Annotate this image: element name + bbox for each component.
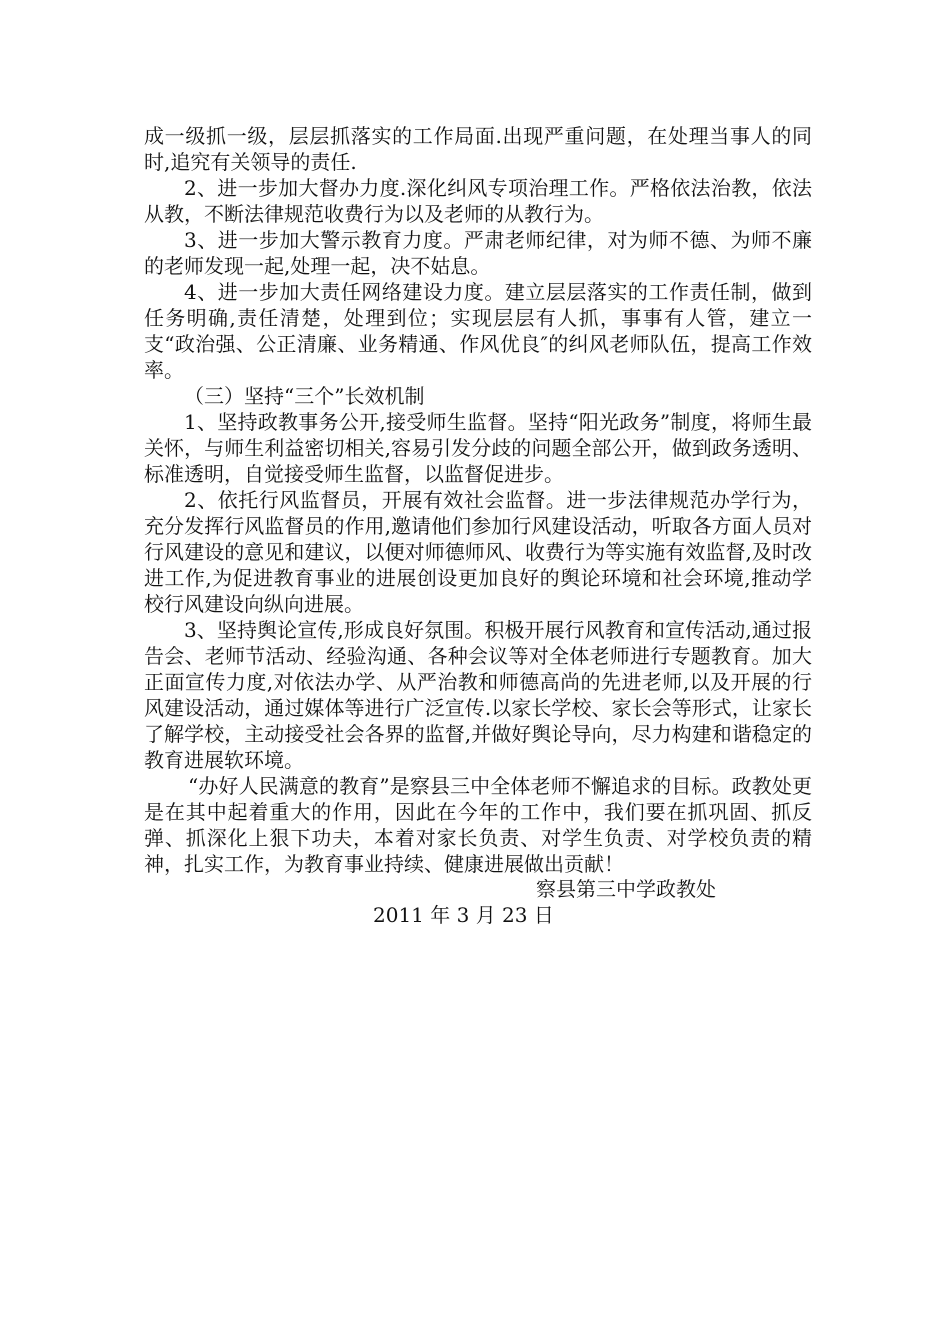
paragraph-conclusion: “办好人民满意的教育”是察县三中全体老师不懈追求的目标。政教处更是在其中起着重大的作用，因此在今年的工作中，我们要在抓巩固、抓反弹、抓深化上狠下功夫，本着对家长负责、对学生负责、对学校负责的精神，扎实工作，为教育事业持续、健康进展做出贡献！ <box>144 774 812 876</box>
paragraph-item-3-warning-education: 3、进一步加大警示教育力度。严肃老师纪律，对为师不德、为师不廉的老师发现一起,处理一起，决不姑息。 <box>144 228 812 278</box>
paragraph-continuation: 成一级抓一级，层层抓落实的工作局面.出现严重问题，在处理当事人的同时,追究有关领导的责任. <box>144 124 812 174</box>
paragraph-item-2-supervision: 2、进一步加大督办力度.深化纠风专项治理工作。严格依法治教，依法从教，不断法律规范收费行为以及老师的从教行为。 <box>144 176 812 226</box>
paragraph-mechanism-1-openness: 1、坚持政教事务公开,接受师生监督。坚持“阳光政务”制度，将师生最关怀，与师生利益密切相关,容易引发分歧的问题全部公开，做到政务透明、标准透明，自觉接受师生监督，以监督促进步。 <box>144 410 812 486</box>
signature-department: 察县第三中学政教处 <box>536 877 716 901</box>
paragraph-item-4-responsibility-network: 4、进一步加大责任网络建设力度。建立层层落实的工作责任制，做到任务明确,责任清楚，处理到位；实现层层有人抓，事事有人管，建立一支“政治强、公正清廉、业务精通、作风优良″的纠风老师队伍，提高工作效率。 <box>144 280 812 382</box>
signature-date: 2011 年 3 月 23 日 <box>373 903 554 927</box>
paragraph-mechanism-2-supervisors: 2、依托行风监督员，开展有效社会监督。进一步法律规范办学行为，充分发挥行风监督员的作用,邀请他们参加行风建设活动，听取各方面人员对行风建设的意见和建议，以便对师德师风、收费行为等实施有效监督,及时改进工作,为促进教育事业的进展创设更加良好的舆论环境和社会环境,推动学校行风建设向纵向进展。 <box>144 488 812 616</box>
paragraph-mechanism-3-publicity: 3、坚持舆论宣传,形成良好氛围。积极开展行风教育和宣传活动,通过报告会、老师节活动、经验沟通、各种会议等对全体老师进行专题教育。加大正面宣传力度,对依法办学、从严治教和师德高尚的先进老师,以及开展的行风建设活动，通过媒体等进行广泛宣传.以家长学校、家长会等形式，让家长了解学校，主动接受社会各界的监督,并做好舆论导向，尽力构建和谐稳定的教育进展软环境。 <box>144 618 812 772</box>
section-heading-three-mechanisms: （三）坚持“三个”长效机制 <box>184 384 425 408</box>
document-body <box>144 123 812 877</box>
